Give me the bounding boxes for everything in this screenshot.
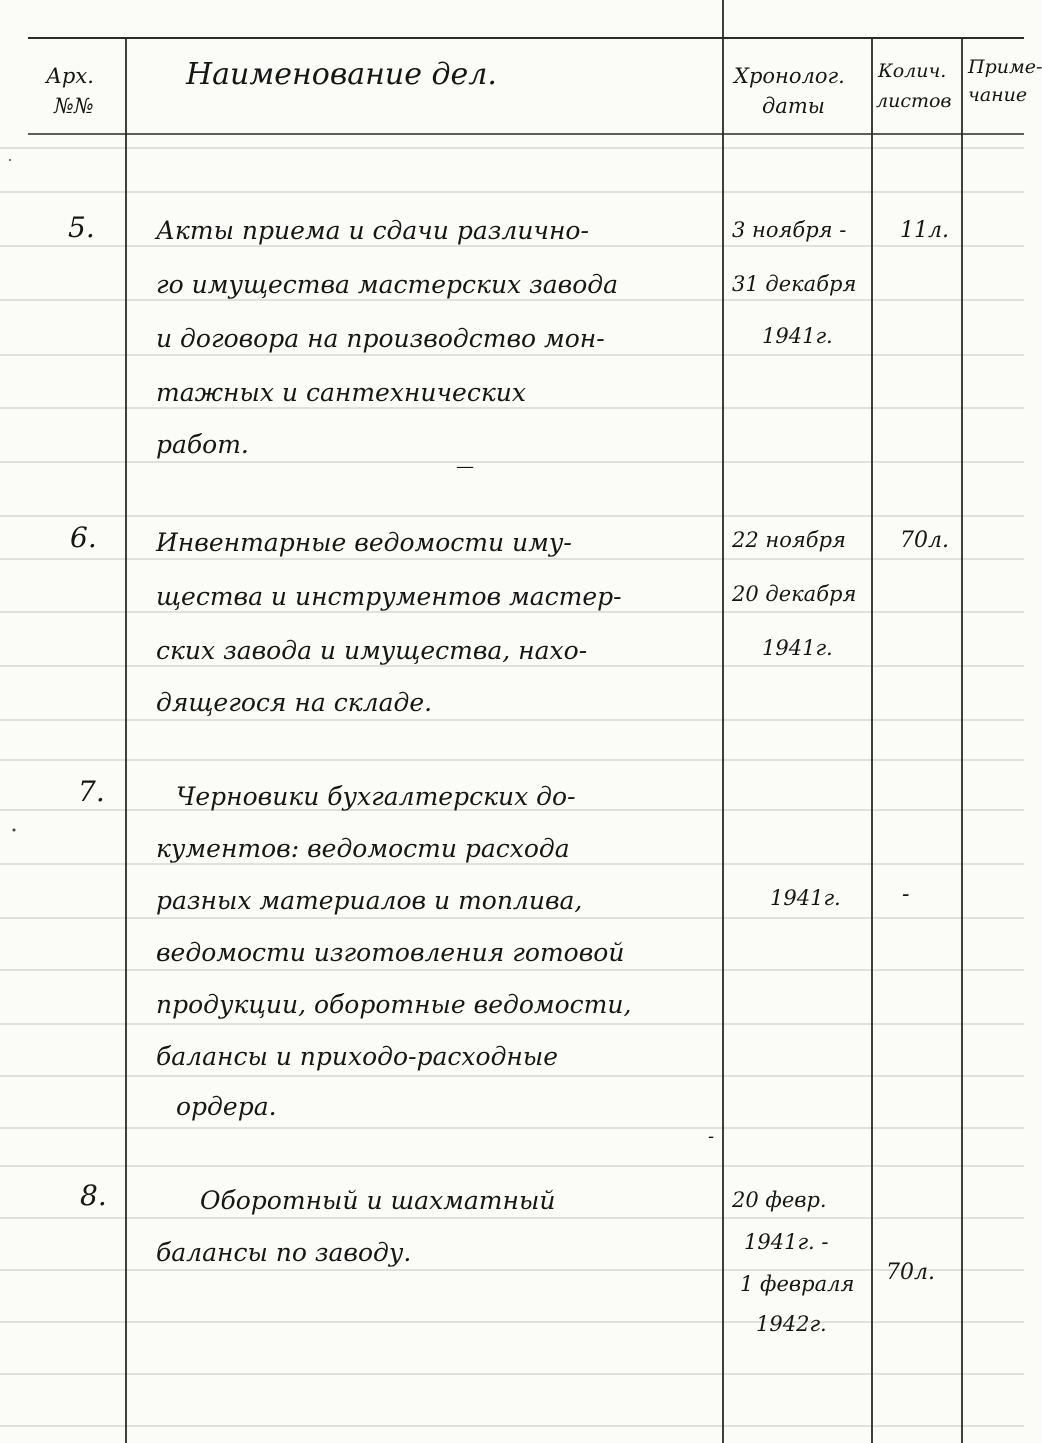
entry-7-line-1: Черновики бухгалтерских до- bbox=[176, 782, 576, 811]
entry-7-separator-mark: - bbox=[708, 1126, 715, 1147]
entry-5-line-4: тажных и сантехнических bbox=[156, 378, 526, 407]
entry-6-line-1: Инвентарные ведомости иму- bbox=[156, 528, 572, 557]
entry-6-line-3: ских завода и имущества, нахо- bbox=[156, 636, 588, 665]
entry-5-date-1: 3 ноября - bbox=[732, 218, 847, 242]
entry-5-line-2: го имущества мастерских завода bbox=[156, 270, 618, 299]
entry-5-separator-mark: — bbox=[456, 456, 474, 477]
entry-5-date-2: 31 декабря bbox=[732, 272, 857, 296]
entry-5-line-3: и договора на производство мон- bbox=[156, 324, 605, 353]
header-num-line1: Арх. bbox=[46, 64, 94, 88]
entry-6-date-3: 1941г. bbox=[762, 636, 833, 660]
entry-7-sheets: - bbox=[902, 882, 910, 907]
entry-7-date-1: 1941г. bbox=[770, 886, 841, 910]
entry-6-date-2: 20 декабря bbox=[732, 582, 857, 606]
entry-5-line-1: Акты приема и сдачи различно- bbox=[156, 216, 589, 245]
entry-5-sheets: 11л. bbox=[900, 218, 949, 243]
entry-5-number: 5. bbox=[68, 211, 95, 244]
entry-7-line-7: ордера. bbox=[176, 1092, 277, 1121]
header-sheets-line1: Колич. bbox=[878, 60, 947, 82]
entry-6-date-1: 22 ноября bbox=[732, 528, 846, 552]
header-notes-line2: чание bbox=[968, 84, 1028, 106]
entry-8-date-2: 1941г. - bbox=[744, 1230, 829, 1254]
header-notes-line1: Приме- bbox=[968, 56, 1042, 78]
entry-8-number: 8. bbox=[80, 1179, 107, 1212]
entry-8-date-4: 1942г. bbox=[756, 1312, 827, 1336]
header-sheets-line2: листов bbox=[876, 90, 952, 112]
entry-7-line-2: кументов: ведомости расхода bbox=[156, 834, 570, 863]
entry-7-line-5: продукции, оборотные ведомости, bbox=[156, 990, 632, 1019]
entry-7-line-4: ведомости изготовления готовой bbox=[156, 938, 625, 967]
entry-6-line-4: дящегося на складе. bbox=[156, 688, 433, 717]
entry-7-line-6: балансы и приходо-расходные bbox=[156, 1042, 559, 1071]
entry-6-number: 6. bbox=[70, 521, 97, 554]
entry-8-line-1: Оборотный и шахматный bbox=[200, 1186, 556, 1215]
header-num-line2: №№ bbox=[54, 94, 94, 118]
header-title: Наименование дел. bbox=[186, 57, 497, 92]
entry-6-line-2: щества и инструментов мастер- bbox=[156, 582, 622, 611]
entry-7-line-3: разных материалов и топлива, bbox=[156, 886, 583, 915]
entry-8-line-2: балансы по заводу. bbox=[156, 1238, 412, 1267]
entry-7-number: 7. bbox=[78, 775, 105, 808]
entry-5-date-3: 1941г. bbox=[762, 324, 833, 348]
entry-8-date-1: 20 февр. bbox=[732, 1188, 827, 1212]
entry-5-line-5: работ. bbox=[156, 430, 249, 459]
header-dates-line1: Хронолог. bbox=[734, 64, 845, 88]
margin-marks bbox=[9, 159, 16, 832]
entry-6-sheets: 70л. bbox=[900, 528, 949, 553]
entry-8-date-3: 1 февраля bbox=[740, 1272, 855, 1296]
header-dates-line2: даты bbox=[762, 94, 825, 118]
entry-8-sheets: 70л. bbox=[886, 1260, 935, 1285]
